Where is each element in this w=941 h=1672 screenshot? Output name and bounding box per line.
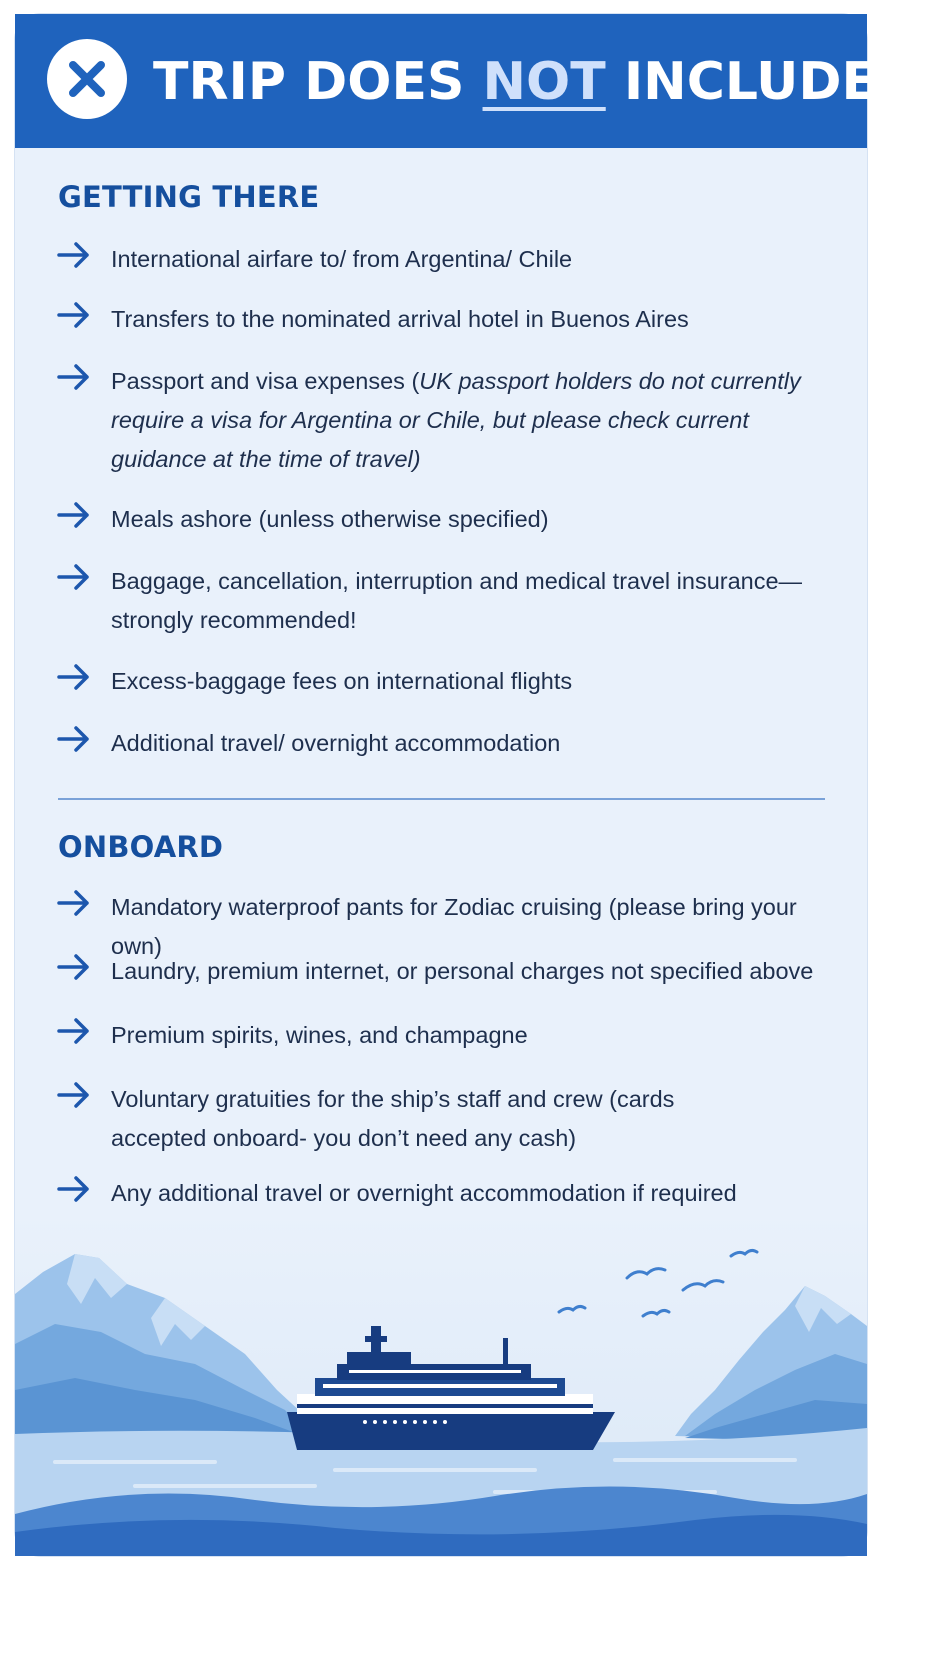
arrow-right-icon (55, 300, 93, 330)
arrow-right-icon (55, 724, 93, 754)
exclusions-card (15, 14, 898, 1556)
section-divider (58, 798, 825, 800)
list-item-text: Baggage, cancellation, interruption and medical travel insurance—strongly recommended! (111, 568, 803, 633)
arrow-right-icon (55, 500, 93, 530)
arrow-right-icon (55, 362, 93, 392)
section-title-getting-there: GETTING THERE (58, 180, 320, 214)
header-banner (15, 14, 898, 148)
arrow-right-icon (55, 1080, 93, 1110)
list-item-note: UK passport holders do not currently require a visa for Argentina or Chile, but please check current guidance at the time of travel) (111, 368, 801, 472)
list-item-text: Premium spirits, wines, and champagne (111, 1022, 528, 1048)
list-item-text: Any additional travel or overnight accommodation if required (111, 1180, 737, 1206)
list-item-text: Transfers to the nominated arrival hotel in Buenos Aires (111, 306, 689, 332)
arrow-right-icon (55, 562, 93, 592)
close-icon (47, 39, 127, 119)
list-item-text: Mandatory waterproof pants for Zodiac cruising (please bring your own) (111, 894, 797, 959)
arrow-right-icon (55, 662, 93, 692)
arrow-right-icon (55, 952, 93, 982)
arrow-right-icon (55, 888, 93, 918)
list-item-text: Passport and visa expenses (UK passport holders do not currently require a visa for Argentina or Chile, but please check current guidance at the time of travel) (111, 368, 801, 472)
list-item-text: Laundry, premium internet, or personal charges not specified above (111, 958, 814, 984)
arrow-right-icon (55, 240, 93, 270)
list-item-text: International airfare to/ from Argentina/ Chile (111, 246, 573, 272)
page-title: TRIP DOES NOT INCLUDE: (153, 52, 898, 112)
list-item-text: Excess-baggage fees on international flights (111, 668, 573, 694)
arrow-right-icon (55, 1016, 93, 1046)
list-item-text: Voluntary gratuities for the ship’s staff and crew (cards accepted onboard- you don’t need any cash) (111, 1086, 675, 1151)
title-emphasis: NOT (482, 52, 606, 112)
antarctic-scene-illustration (15, 1214, 867, 1556)
section-title-onboard: ONBOARD (58, 830, 224, 864)
arrow-right-icon (55, 1174, 93, 1204)
list-item-text: Meals ashore (unless otherwise specified) (111, 506, 549, 532)
list-item-text: Additional travel/ overnight accommodation (111, 730, 561, 756)
